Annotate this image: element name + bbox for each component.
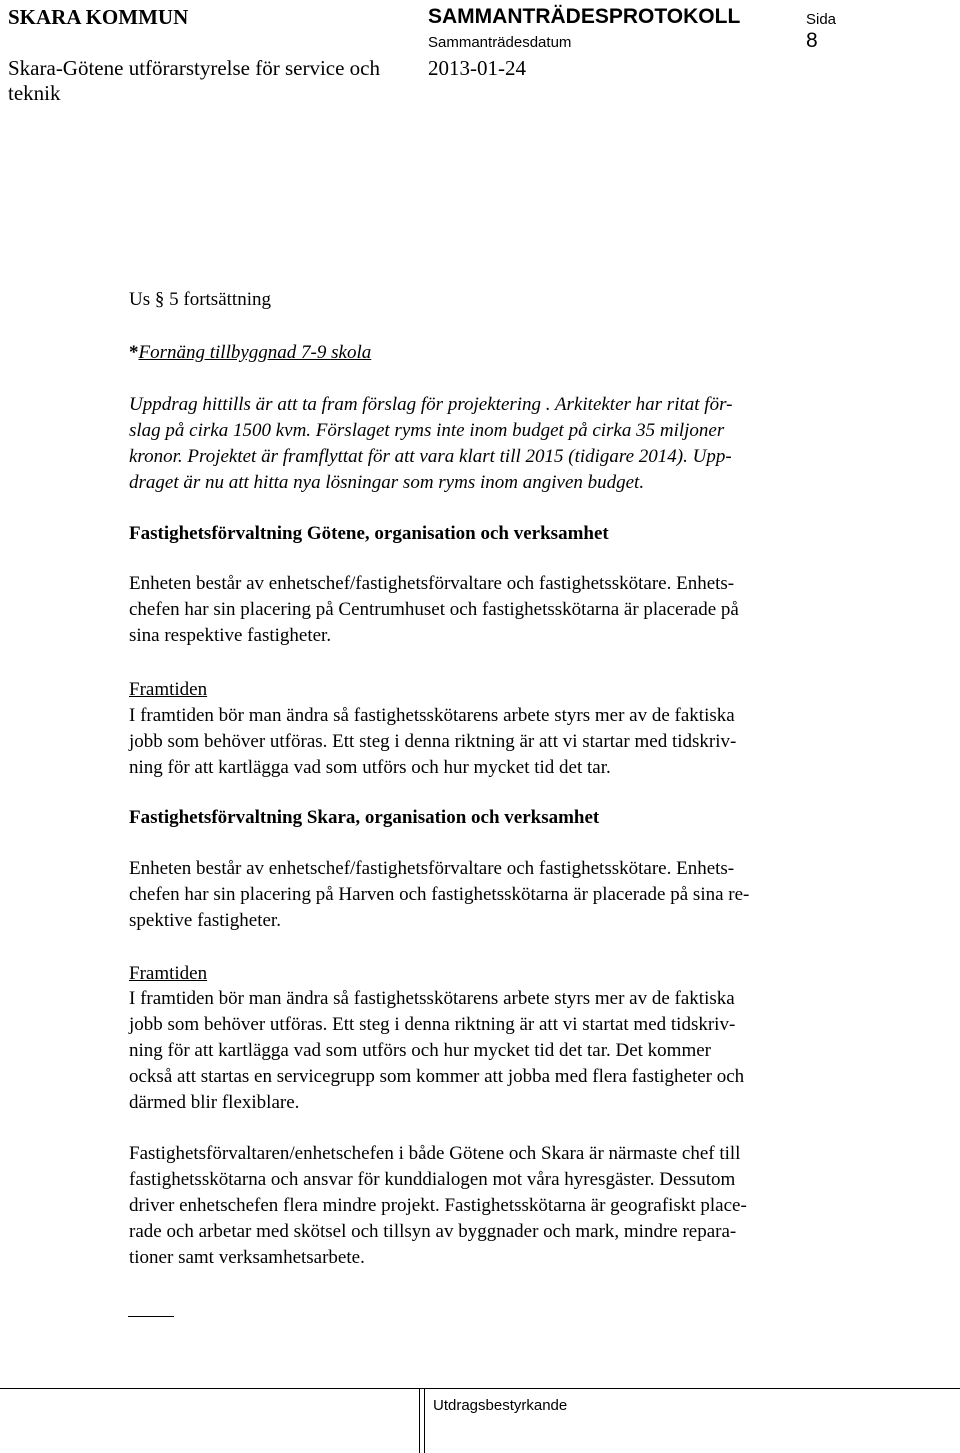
paragraph-line: jobb som behöver utföras. Ett steg i denna riktning är att vi startat med tidskriv-	[129, 1014, 736, 1035]
skara-paragraph	[129, 856, 749, 934]
paragraph-line: I framtiden bör man ändra så fastighetsskötarens arbete styrs mer av de faktiska	[129, 988, 735, 1009]
footer-vertical-rule	[424, 1388, 425, 1453]
gotene-heading: Fastighetsförvaltning Götene, organisation och verksamhet	[129, 523, 609, 544]
paragraph-line: slag på cirka 1500 kvm. Förslaget ryms inte inom budget på cirka 35 miljoner	[129, 420, 725, 441]
paragraph-line: jobb som behöver utföras. Ett steg i denna riktning är att vi startar med tidskriv-	[129, 731, 737, 752]
item-star: *	[129, 342, 139, 363]
footer-divider	[0, 1388, 960, 1389]
paragraph-line: ning för att kartlägga vad som utförs och hur mycket tid det tar. Det kommer	[129, 1040, 711, 1061]
paragraph-line: chefen har sin placering på Centrumhuset och fastighetsskötarna är placerade på	[129, 599, 739, 620]
skara-future-heading: Framtiden	[129, 963, 208, 984]
paragraph-line: ning för att kartlägga vad som utförs och hur mycket tid det tar.	[129, 757, 611, 778]
page-label: Sida	[806, 11, 837, 28]
certification-label: Utdragsbestyrkande	[433, 1397, 568, 1414]
paragraph-line: chefen har sin placering på Harven och fastighetsskötarna är placerade på sina re-	[129, 884, 750, 905]
end-rule	[128, 1316, 174, 1317]
skara-heading: Fastighetsförvaltning Skara, organisation och verksamhet	[129, 807, 600, 828]
paragraph-line: driver enhetschefen flera mindre projekt. Fastighetsskötarna är geografiskt place-	[129, 1195, 747, 1216]
protocol-title: SAMMANTRÄDESPROTOKOLL	[428, 5, 741, 28]
paragraph-line: fastighetsskötarna och ansvar för kunddialogen mot våra hyresgäster. Dessutom	[129, 1169, 736, 1190]
organization-name: SKARA KOMMUN	[8, 5, 189, 29]
closing-paragraph	[129, 1141, 747, 1271]
paragraph-line: Uppdrag hittills är att ta fram förslag för projektering . Arkitekter har ritat för-	[129, 394, 733, 415]
footer-vertical-rule	[419, 1388, 420, 1453]
paragraph-line: kronor. Projektet är framflyttat för att vara klart till 2015 (tidigare 2014). Upp-	[129, 446, 732, 467]
page-number: 8	[806, 29, 818, 52]
paragraph-line: därmed blir flexiblare.	[129, 1092, 300, 1113]
item-title	[129, 340, 371, 366]
paragraph-line: Fastighetsförvaltaren/enhetschefen i både Götene och Skara är närmaste chef till	[129, 1143, 741, 1164]
meeting-date-label: Sammanträdesdatum	[428, 34, 572, 51]
committee-name-line2: teknik	[8, 81, 61, 105]
meeting-date: 2013-01-24	[428, 56, 526, 80]
gotene-future-paragraph	[129, 703, 736, 781]
item-title-text: Fornäng tillbyggnad 7-9 skola	[138, 342, 372, 363]
paragraph-line: också att startas en servicegrupp som kommer att jobba med flera fastigheter och	[129, 1066, 745, 1087]
paragraph-line: tioner samt verksamhetsarbete.	[129, 1247, 365, 1268]
gotene-future-heading: Framtiden	[129, 679, 208, 700]
paragraph-line: sina respektive fastigheter.	[129, 625, 332, 646]
paragraph-line: Enheten består av enhetschef/fastighetsförvaltare och fastighetsskötare. Enhets-	[129, 573, 735, 594]
gotene-paragraph	[129, 571, 739, 649]
paragraph-line: Enheten består av enhetschef/fastighetsförvaltare och fastighetsskötare. Enhets-	[129, 858, 735, 879]
section-text: 5 fortsättning	[169, 289, 271, 310]
paragraph-line: rade och arbetar med skötsel och tillsyn av byggnader och mark, mindre repara-	[129, 1221, 737, 1242]
committee-name-line1: Skara-Götene utförarstyrelse för service och	[8, 56, 381, 80]
paragraph-line: I framtiden bör man ändra så fastighetsskötarens arbete styrs mer av de faktiska	[129, 705, 735, 726]
skara-future-paragraph	[129, 986, 744, 1116]
paragraph-line: spektive fastigheter.	[129, 910, 281, 931]
paragraph-symbol: §	[154, 289, 165, 310]
section-reference	[129, 287, 271, 313]
item-paragraph	[129, 392, 732, 496]
section-prefix: Us	[129, 289, 151, 310]
paragraph-line: draget är nu att hitta nya lösningar som ryms inom angiven budget.	[129, 472, 645, 493]
